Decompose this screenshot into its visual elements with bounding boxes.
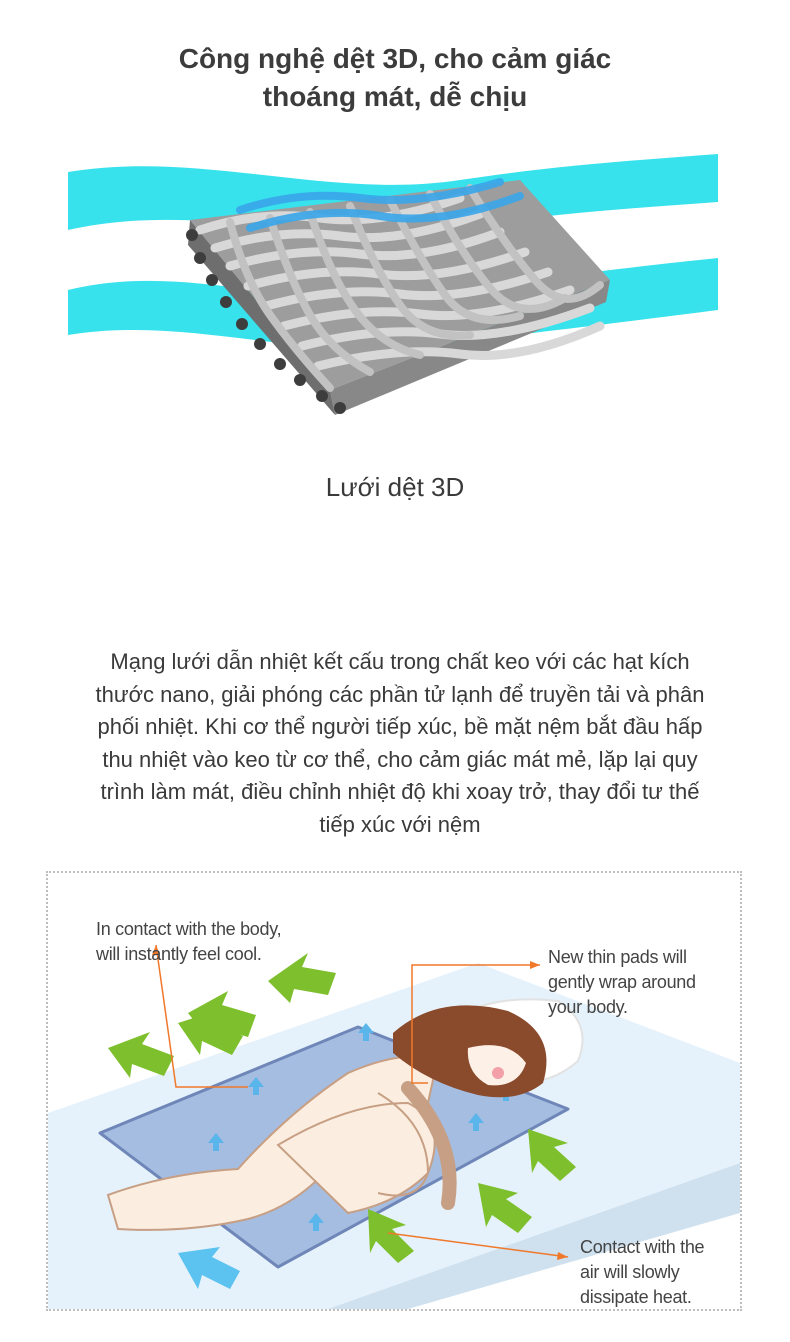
description-line: tiếp xúc với nệm bbox=[319, 811, 481, 837]
callout-line: dissipate heat. bbox=[580, 1287, 692, 1307]
headline-line-1: Công nghệ dệt 3D, cho cảm giác bbox=[178, 43, 612, 74]
callout-air-dissipate bbox=[580, 1235, 704, 1310]
callout-line: In contact with the body, bbox=[96, 919, 282, 939]
callout-line: your body. bbox=[548, 997, 628, 1017]
page-title bbox=[0, 40, 790, 116]
callout-line: gently wrap around bbox=[548, 972, 696, 992]
weave-illustration bbox=[0, 140, 790, 440]
callout-thin-pads bbox=[548, 945, 696, 1020]
callout-line: air will slowly bbox=[580, 1262, 680, 1282]
headline-line-2: thoáng mát, dễ chịu bbox=[262, 81, 528, 112]
description-line: trình làm mát, điều chỉnh nhiệt độ khi xoay trở, thay đổi tư thế bbox=[100, 779, 700, 804]
description-line: thước nano, giải phóng các phần tử lạnh để truyền tải và phân bbox=[95, 681, 705, 707]
weave-mesh-graphic bbox=[0, 140, 790, 440]
callout-body-contact bbox=[96, 917, 281, 967]
callout-line: will instantly feel cool. bbox=[96, 944, 262, 964]
callout-line: Contact with the bbox=[580, 1237, 705, 1257]
mesh-block bbox=[186, 180, 610, 415]
description-paragraph bbox=[55, 646, 745, 841]
cooling-pad-diagram bbox=[46, 871, 742, 1311]
weave-caption: Lưới dệt 3D bbox=[325, 472, 465, 502]
description-line: phối nhiệt. Khi cơ thể người tiếp xúc, bề mặt nệm bắt đầu hấp bbox=[97, 714, 703, 739]
callout-line: New thin pads will bbox=[548, 947, 687, 967]
description-line: thu nhiệt vào keo từ cơ thể, cho cảm giác mát mẻ, lặp lại quy bbox=[102, 746, 698, 772]
description-line: Mạng lưới dẫn nhiệt kết cấu trong chất keo với các hạt kích bbox=[110, 649, 690, 674]
